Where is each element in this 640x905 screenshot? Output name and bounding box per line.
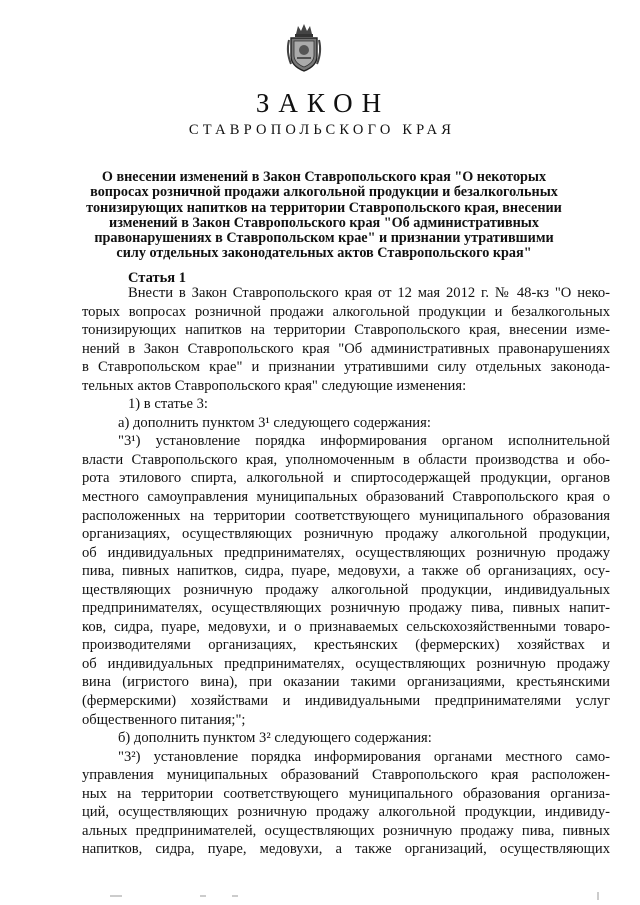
coat-of-arms-emblem-icon [284, 22, 324, 74]
document-subtitle: СТАВРОПОЛЬСКОГО КРАЯ [188, 122, 456, 138]
body-line: торых вопросах розничной продажи алкогольной продукции и безалкогольных [82, 303, 610, 320]
body-line: ций, осуществляющих розничную продажу алкогольной продукции, индивиду- [82, 804, 610, 821]
body-line: об индивидуальных предпринимателях, осуществляющих розничную продажу [82, 544, 610, 561]
body-line: вина (игристого вина), при оказании такими организациями, крестьянскими [82, 674, 610, 691]
body-line: общественного питания;"; [82, 711, 246, 728]
body-line: (фермерскими) хозяйствами и индивидуальными предпринимателями услуг [82, 693, 610, 710]
body-line: об индивидуальных предпринимателях, осуществляющих розничную продажу [82, 655, 610, 672]
body-line: "3¹) установление порядка информирования органом исполнительной [118, 433, 610, 450]
body-line: ков, сидра, пуаре, медовухи, и о признаваемых сельскохозяйственными товаро- [82, 618, 610, 635]
body-line: в Ставропольском крае" и признании утратившими силу отдельных законода- [82, 359, 610, 376]
heading-line: правонарушениях в Ставропольском крае" и признании утратившими [94, 230, 554, 247]
article-body [82, 284, 610, 859]
law-heading [80, 170, 568, 262]
body-line: б) дополнить пунктом 3² следующего содержания: [118, 730, 432, 747]
body-line: управления муниципальных образований Ставропольского края расположен- [82, 767, 610, 784]
body-line: "3²) установление порядка информирования органами местного само- [118, 748, 610, 765]
body-line: ществляющих розничную продажу алкогольной продукции, индивидуальных [82, 581, 610, 598]
body-line: пива, пивных напитков, сидра, пуаре, медовухи, а также об организациях, осу- [82, 563, 610, 580]
heading-line: вопросах розничной продажи алкогольной продукции и безалкогольных [90, 184, 558, 201]
body-line: 1) в статье 3: [128, 396, 208, 413]
body-line: организациях, осуществляющих розничную продажу алкогольной продукции, [82, 526, 610, 543]
body-line: Внести в Закон Ставропольского края от 12 мая 2012 г. № 48-кз "О неко- [128, 285, 610, 301]
body-line: тонизирующих напитков на территории Ставропольского края, внесении изме- [82, 322, 610, 339]
body-line: местного самоуправления муниципальных образований Ставропольского края о [82, 489, 610, 506]
heading-line: силу отдельных законодательных актов Ставропольского края" [116, 245, 532, 262]
heading-line: изменений в Закон Ставропольского края "Об административных [109, 214, 539, 231]
scan-edge-marks [0, 890, 640, 902]
heading-line: тонизирующих напитков на территории Ставропольского края, внесении [86, 199, 562, 216]
body-line: ных на территории соответствующего муниципального образования организа- [82, 785, 610, 802]
body-line: производителями организациях, крестьянских (фермерских) хозяйствах и [82, 637, 610, 654]
document-title: ЗАКОН [255, 88, 391, 118]
body-line: тельных актов Ставропольского края" следующие изменения: [82, 377, 467, 394]
body-line: власти Ставропольского края, уполномоченным в области производства и обо- [82, 451, 610, 468]
body-line: напитков, сидра, пуаре, медовухи, а также организаций, осуществляющих [82, 841, 610, 858]
body-line: а) дополнить пунктом 3¹ следующего содержания: [118, 414, 431, 431]
body-line: расположенных на территории соответствующего муниципального образования [82, 507, 610, 524]
body-line: альных предпринимателей, осуществляющих розничную продажу пива, пивных [82, 822, 610, 839]
body-line: нений в Закон Ставропольского края "Об административных правонарушениях [82, 340, 610, 357]
article-title: Статья 1 [128, 270, 186, 286]
body-line: предпринимателях, осуществляющих розничную продажу пива, пивных напит- [82, 600, 610, 617]
body-line: рота этилового спирта, алкогольной и спиртосодержащей продукции, органов [82, 470, 610, 487]
heading-line: О внесении изменений в Закон Ставропольского края "О некоторых [101, 169, 547, 185]
